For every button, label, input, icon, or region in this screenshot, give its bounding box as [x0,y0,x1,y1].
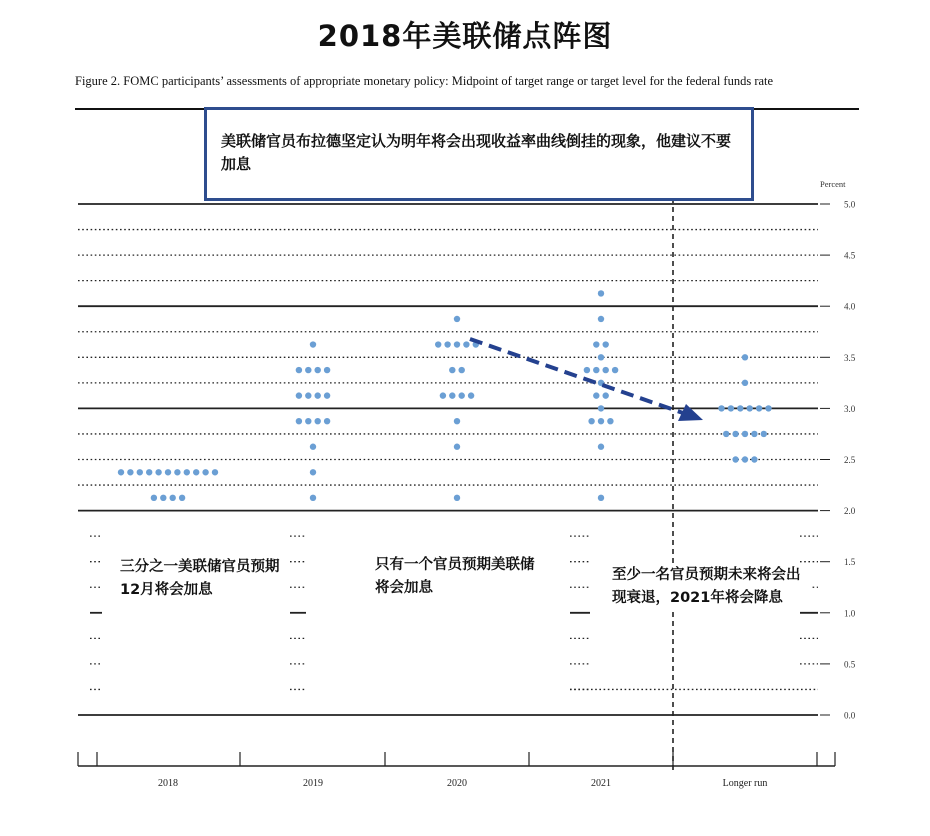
dot [598,444,604,450]
page-title: 2018年美联储点阵图 [317,19,613,53]
dot [603,341,609,347]
dot [151,495,157,501]
dot [305,367,311,373]
dot [449,367,455,373]
dot [612,367,618,373]
x-tick-label: 2018 [158,778,178,789]
y-tick-label: 1.0 [844,608,856,619]
x-axis [78,752,835,789]
y-tick-label: 4.5 [844,250,856,261]
dot [449,392,455,398]
dot [742,380,748,386]
figure-caption: Figure 2. FOMC participants’ assessments of appropriate monetary policy: Midpoint of target range or target level for the federal funds rate [75,74,774,88]
dot [435,341,441,347]
grid-lines [78,204,818,715]
dot [607,418,613,424]
dot [146,469,152,475]
y-tick-label: 0.5 [844,659,856,670]
dot [732,431,738,437]
dot [593,341,599,347]
y-tick-label: 1.5 [844,557,856,568]
dot [310,495,316,501]
dot [598,405,604,411]
dot [728,405,734,411]
dot [732,456,738,462]
dot [598,290,604,296]
dot [165,469,171,475]
annotation-2020: 只有一个官员预期美联储将会加息 [375,554,535,600]
dot [310,469,316,475]
dot [440,392,446,398]
y-tick-label: 3.5 [844,352,856,363]
x-tick-label: 2019 [303,778,323,789]
note-box [204,107,754,201]
dot [463,341,469,347]
dot [160,495,166,501]
dot [454,495,460,501]
arrow-shaft [470,339,683,413]
dot [751,431,757,437]
dot [723,431,729,437]
dot [296,392,302,398]
y-axis-title: Percent [820,179,846,189]
y-tick-label: 3.0 [844,403,856,414]
dot [598,354,604,360]
dot [324,418,330,424]
dot [170,495,176,501]
dot [598,316,604,322]
dot [454,316,460,322]
x-tick-label: 2021 [591,778,611,789]
dot [737,405,743,411]
dot [459,392,465,398]
dot [468,392,474,398]
dot [454,341,460,347]
x-tick-label: Longer run [722,778,768,789]
dot [742,456,748,462]
dot [718,405,724,411]
dot [305,392,311,398]
dot [174,469,180,475]
dot [765,405,771,411]
dot [756,405,762,411]
dot [212,469,218,475]
dot [315,367,321,373]
dot [593,367,599,373]
dot [751,456,757,462]
dot [747,405,753,411]
dot [444,341,450,347]
dot [598,495,604,501]
annotation-2018: 三分之一美联储官员预期12月将会加息 [120,556,280,602]
dot [588,418,594,424]
dot [310,444,316,450]
dot [459,367,465,373]
dot [315,392,321,398]
dot [193,469,199,475]
dot [184,469,190,475]
dot [179,495,185,501]
note-text: 美联储官员布拉德坚定认为明年将会出现收益率曲线倒挂的现象，他建议不要加息 [221,132,732,173]
dot [761,431,767,437]
dot [118,469,124,475]
dot [603,392,609,398]
dot [127,469,133,475]
dot [454,418,460,424]
dot [296,418,302,424]
y-tick-label: 2.0 [844,506,856,517]
dot [137,469,143,475]
dot [598,418,604,424]
dot [324,367,330,373]
dot [603,367,609,373]
dot [202,469,208,475]
y-tick-label: 0.0 [844,710,856,721]
dot [742,431,748,437]
dot [742,354,748,360]
dot [305,418,311,424]
dot [324,392,330,398]
y-tick-label: 5.0 [844,199,856,210]
y-tick-label: 4.0 [844,301,856,312]
annotation-2021: 至少一名官员预期未来将会出现衰退，2021年将会降息 [612,564,812,610]
y-tick-label: 2.5 [844,455,856,465]
dot [584,367,590,373]
dot [315,418,321,424]
dot [593,392,599,398]
y-axis [820,200,856,721]
dot [310,341,316,347]
dot [296,367,302,373]
dot [454,444,460,450]
x-tick-label: 2020 [447,778,467,789]
dot [155,469,161,475]
